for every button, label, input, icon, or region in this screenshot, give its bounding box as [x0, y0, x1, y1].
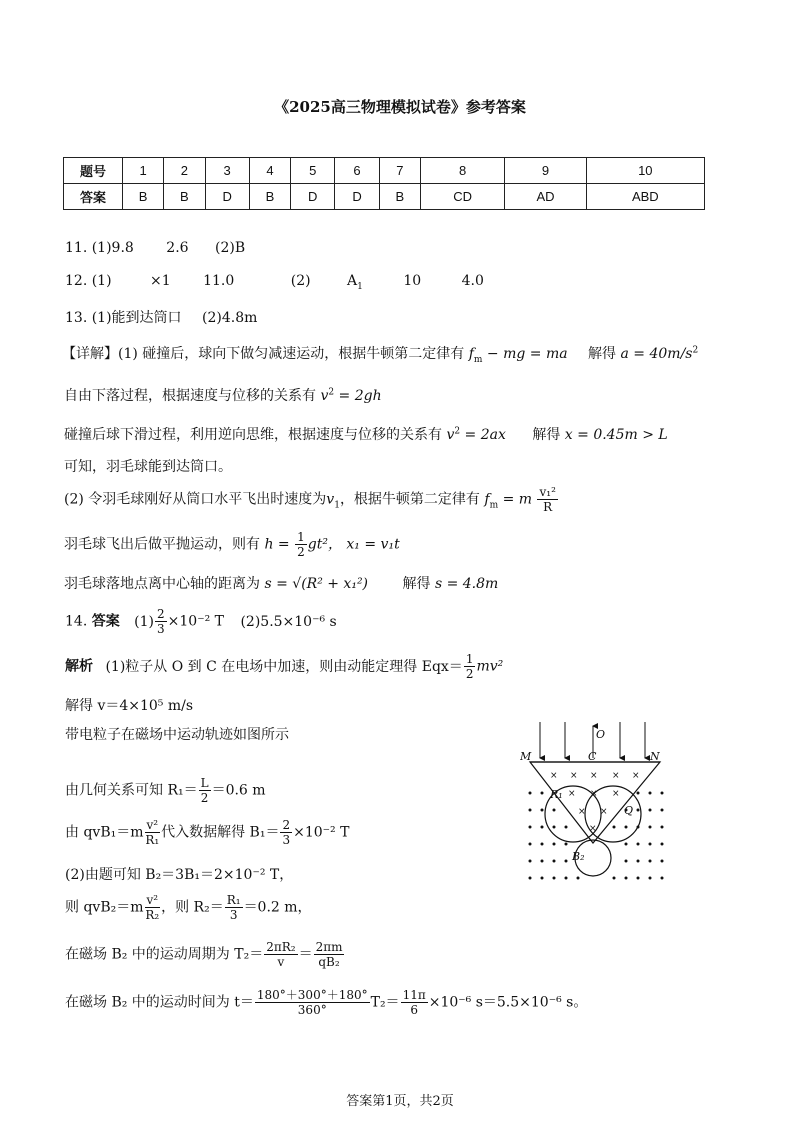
fraction-denominator: 3 [282, 833, 291, 847]
analysis-text: 由 qvB₁＝m [65, 824, 144, 841]
q12-part: 11.0 [203, 273, 235, 289]
fraction-numerator: L [200, 776, 209, 790]
answer-cell: B [164, 184, 205, 210]
q14-answer-line [65, 607, 337, 636]
equation: a = 40m/s [620, 346, 693, 362]
answer-cell: B [123, 184, 164, 210]
q14-analysis-line-3: 带电粒子在磁场中运动轨迹如图所示 [65, 727, 289, 743]
analysis-text: (1)粒子从 O 到 C 在电场中加速，则由动能定理得 Eqx＝ [105, 658, 463, 675]
fraction [537, 485, 557, 514]
page-footer: 答案第1页，共2页 [346, 1094, 454, 1109]
answer-table [63, 157, 705, 210]
fraction [280, 818, 292, 847]
svg-text:×: × [612, 789, 620, 799]
svg-text:×: × [600, 807, 608, 817]
answer-row-label: 答案 [64, 184, 123, 210]
fraction [314, 940, 345, 969]
label-m: M [520, 750, 532, 763]
analysis-text: ×10⁻² T [293, 824, 350, 841]
analysis-text: 代入数据解得 B₁＝ [161, 824, 280, 841]
fraction-numerator: 11π [402, 988, 426, 1002]
detail-text: 羽毛球飞出后做平抛运动，则有 [64, 536, 260, 553]
fraction-denominator: R [543, 500, 553, 514]
question-row-label: 题号 [64, 158, 123, 184]
equation: f [468, 346, 474, 362]
q11-line [65, 240, 245, 256]
question-number-cell: 5 [291, 158, 335, 184]
page-title: 《2025高三物理模拟试卷》参考答案 [274, 98, 526, 116]
analysis-text: ×10⁻⁶ s＝5.5×10⁻⁶ s。 [428, 994, 588, 1011]
q13-number: 13. [65, 310, 88, 326]
fraction-denominator: 2 [200, 791, 209, 805]
label-q: Q [624, 804, 634, 817]
detail-text: (2) 令羽毛球刚好从筒口水平飞出时速度为 [64, 491, 327, 508]
equation: x = 0.45m > L [564, 427, 668, 443]
question-number-cell: 2 [164, 158, 205, 184]
equation: gt²， [307, 536, 342, 553]
analysis-tag: 解析 [65, 658, 93, 675]
question-number-cell: 9 [505, 158, 586, 184]
detail-text: ，根据牛顿第二定律有 [339, 491, 480, 508]
equation: s = 4.8m [434, 576, 499, 592]
equation: = m [498, 491, 533, 508]
q14-answer-1-unit: ×10⁻² T [167, 613, 224, 630]
analysis-text: ＝0.6 m [211, 782, 266, 799]
answer-cell: B [379, 184, 420, 210]
q11-part: (1)9.8 [91, 240, 134, 256]
equation: v [326, 491, 335, 508]
answer-cell: ABD [586, 184, 704, 210]
question-number-cell: 7 [379, 158, 420, 184]
svg-text:×: × [578, 807, 586, 817]
fraction-numerator: 180°＋300°＋180° [256, 988, 368, 1002]
fraction-numerator: 2πm [315, 940, 343, 954]
q12-line [65, 273, 484, 292]
svg-text:×: × [550, 771, 558, 781]
fraction-numerator: 2πR₂ [266, 940, 296, 954]
detail-text: (1) 碰撞后，球向下做匀减速运动，根据牛顿第二定律有 [118, 346, 465, 362]
q12-number: 12. [65, 273, 88, 289]
fraction-denominator: R₁ [145, 833, 160, 847]
q13-detail-line-1 [62, 343, 698, 365]
fraction [145, 893, 161, 922]
fraction-denominator: 6 [410, 1003, 418, 1017]
detail-text: 羽毛球落地点离中心轴的距离为 [64, 576, 260, 592]
q14-analysis-line-1 [65, 652, 503, 681]
detail-text: 解得 [532, 427, 561, 443]
equation-sup: 2 [692, 345, 699, 356]
answer-cell: D [205, 184, 249, 210]
q14-analysis-line-6: (2)由题可知 B₂＝3B₁＝2×10⁻² T， [65, 867, 294, 883]
svg-text:×: × [590, 771, 598, 781]
q12-part: (1) [91, 273, 112, 289]
equation-sub: 1 [334, 500, 340, 511]
svg-text:×: × [589, 824, 597, 834]
equation: h = [264, 536, 290, 553]
equation: v [320, 388, 329, 404]
q11-part: 2.6 [166, 240, 189, 256]
fraction-denominator: v [277, 955, 285, 969]
q14-analysis-line-7 [65, 893, 312, 922]
fraction-numerator: R₁ [226, 893, 241, 907]
q14-answer-1: (1) [134, 613, 155, 630]
equation-sup: 2 [328, 387, 335, 398]
equation: x₁ = v₁t [346, 536, 400, 553]
fraction-numerator: v² [146, 818, 159, 832]
analysis-text: ＝0.2 m， [243, 899, 312, 916]
fraction [255, 988, 370, 1017]
analysis-text: 在磁场 B₂ 中的运动时间为 t＝ [65, 994, 254, 1011]
q11-part: (2)B [215, 240, 246, 256]
svg-text:×: × [570, 771, 578, 781]
q14-analysis-line-8 [65, 940, 345, 969]
analysis-text: ＝ [298, 946, 313, 963]
svg-text:×: × [612, 771, 620, 781]
q12-part: A [347, 273, 358, 289]
trajectory-diagram [520, 718, 670, 890]
equation: = 2gh [334, 388, 382, 404]
q14-analysis-line-5 [65, 818, 349, 847]
fraction [155, 607, 167, 636]
equation: = 2ax [460, 427, 506, 443]
equation-sub: m [489, 500, 499, 511]
equation-sub: m [473, 354, 483, 365]
fraction-numerator: 2 [157, 607, 165, 621]
fraction-denominator: 3 [229, 908, 238, 922]
fraction-numerator: 1 [465, 652, 474, 666]
equation: − mg = ma [482, 346, 568, 362]
answer-label: 答案 [91, 613, 120, 630]
q13-line [65, 307, 257, 327]
equation: s = √(R² + x₁²) [264, 576, 369, 592]
fraction [225, 893, 243, 922]
fraction [264, 940, 297, 969]
label-b2: B₂ [572, 850, 585, 863]
fraction [295, 530, 307, 559]
q12-part: ×1 [150, 273, 171, 289]
q13-answer-2: (2)4.8m [202, 310, 258, 326]
q14-analysis-line-9 [65, 988, 587, 1017]
fraction-denominator: 2 [297, 545, 305, 559]
question-number-cell: 4 [249, 158, 290, 184]
equation: f [484, 491, 490, 508]
equation: v [446, 427, 455, 443]
analysis-text: 由几何关系可知 R₁＝ [65, 782, 198, 799]
q14-number: 14. [65, 613, 88, 630]
fraction [401, 988, 428, 1017]
detail-text: 碰撞后球下滑过程，利用逆向思维，根据速度与位移的关系有 [64, 427, 442, 443]
answer-cell: AD [505, 184, 586, 210]
detail-text: 解得 [402, 576, 431, 592]
analysis-text: 在磁场 B₂ 中的运动周期为 T₂＝ [65, 946, 264, 963]
answer-cell: B [249, 184, 290, 210]
label-n: N [650, 750, 660, 763]
fraction-numerator: 1 [297, 530, 305, 544]
q12-part: 4.0 [461, 273, 484, 289]
svg-text:×: × [632, 771, 640, 781]
fraction-numerator: 2 [282, 818, 291, 832]
q14-analysis-line-2: 解得 v＝4×10⁵ m/s [65, 698, 194, 714]
equation-sup: 2 [454, 426, 461, 437]
q13-detail-line-3 [64, 424, 668, 444]
fraction-denominator: 2 [465, 667, 474, 681]
q14-analysis-line-4 [65, 776, 266, 805]
question-number-cell: 1 [123, 158, 164, 184]
answer-row [64, 184, 705, 210]
fraction-numerator: v₁² [539, 485, 556, 499]
label-o: O [596, 728, 606, 741]
equation: mv² [476, 658, 504, 675]
q13-detail-line-4: 可知，羽毛球能到达筒口。 [64, 459, 232, 475]
q12-part: 10 [403, 273, 422, 289]
q13-detail-line-2 [64, 385, 382, 405]
question-number-cell: 10 [586, 158, 704, 184]
detail-text: 自由下落过程，根据速度与位移的关系有 [64, 388, 316, 404]
label-c: C [588, 750, 597, 763]
analysis-text: T₂＝ [370, 994, 400, 1011]
fraction-denominator: 3 [157, 622, 165, 636]
fraction [145, 818, 161, 847]
q11-number: 11. [65, 240, 88, 256]
answer-cell: D [291, 184, 335, 210]
detail-tag: 【详解】 [62, 346, 118, 362]
answer-cell: D [335, 184, 379, 210]
question-number-cell: 3 [205, 158, 249, 184]
detail-text: 解得 [588, 346, 617, 362]
fraction-denominator: 360° [297, 1003, 327, 1017]
analysis-text: ，则 R₂＝ [161, 899, 224, 916]
q12-part: (2) [290, 273, 311, 289]
question-number-cell: 6 [335, 158, 379, 184]
q14-answer-2: (2)5.5×10⁻⁶ s [240, 613, 337, 630]
q13-detail-line-6 [64, 530, 400, 559]
fraction-denominator: R₂ [145, 908, 160, 922]
svg-text:×: × [568, 789, 576, 799]
q13-answer-1: (1)能到达筒口 [91, 310, 182, 326]
svg-text:×: × [590, 789, 598, 799]
fraction-numerator: v² [146, 893, 159, 907]
q12-part-sub: 1 [357, 281, 363, 292]
analysis-text: 则 qvB₂＝m [65, 899, 144, 916]
fraction [464, 652, 476, 681]
label-r1: R₁ [550, 788, 563, 801]
question-number-row [64, 158, 705, 184]
answer-cell: CD [420, 184, 504, 210]
q13-detail-line-5 [64, 485, 559, 514]
q13-detail-line-7 [64, 573, 498, 593]
fraction-denominator: qB₂ [318, 955, 340, 969]
fraction [199, 776, 211, 805]
question-number-cell: 8 [420, 158, 504, 184]
